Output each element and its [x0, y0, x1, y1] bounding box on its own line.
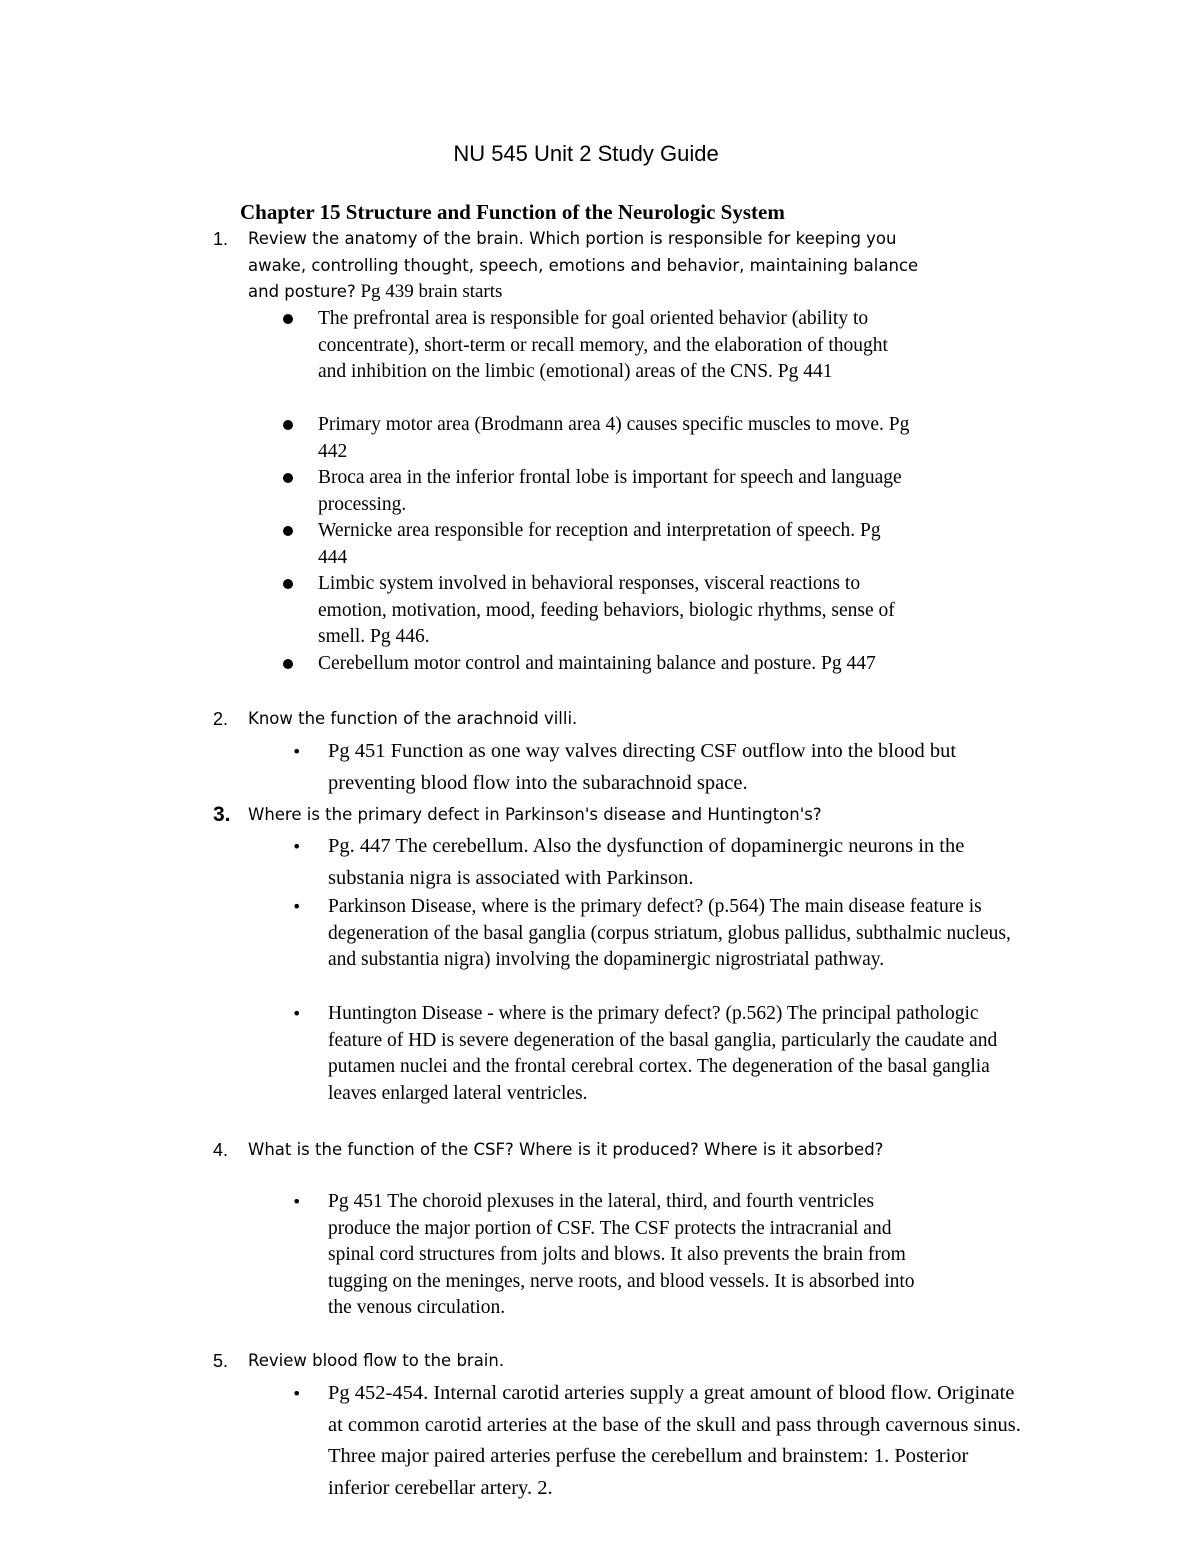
- bullet-icon: •: [292, 837, 302, 856]
- question-4: [213, 1137, 893, 1164]
- bullet-icon: [283, 526, 293, 536]
- list-item: The prefrontal area is responsible for goal oriented behavior (ability to concentrate), short-term or recall memory, and the elaboration of thought and inhibition on the limbic (emotional) areas of the CNS. Pg 441: [283, 306, 911, 386]
- list-item: Broca area in the inferior frontal lobe is important for speech and language processing.: [283, 465, 911, 518]
- page-reference: Pg 439 brain starts: [355, 281, 503, 302]
- bullet-icon: •: [292, 1192, 302, 1211]
- bullet-icon: [283, 314, 293, 324]
- question-5: [213, 1348, 973, 1375]
- bullet-icon: [283, 473, 293, 483]
- question-number: 4.: [213, 1140, 229, 1160]
- question-number: 2.: [213, 709, 229, 729]
- question-text: What is the function of the CSF? Where is it produced? Where is it absorbed?: [248, 1140, 884, 1159]
- question-number: 1.: [213, 229, 229, 249]
- question-2: [213, 706, 973, 733]
- bullet-icon: [283, 659, 293, 669]
- bullet-icon: [283, 579, 293, 589]
- list-item: Wernicke area responsible for reception and interpretation of speech. Pg 444: [283, 518, 911, 571]
- question-text: Review the anatomy of the brain. Which portion is responsible for keeping you awake, controlling thought, speech, emotions and behavior, maintaining balance and posture? Pg 439 brain starts: [248, 229, 924, 302]
- list-item: • Parkinson Disease, where is the primary defect? (p.564) The main disease feature is degeneration of the basal ganglia (corpus striatum, globus pallidus, subthalmic nucleus, and substantia nigra) involving the dopaminergic nigrostriatal pathway.: [292, 896, 1011, 970]
- question-text: Know the function of the arachnoid villi.: [248, 709, 578, 728]
- question-number: 3.: [213, 803, 231, 826]
- list-item: Cerebellum motor control and maintaining balance and posture. Pg 447: [283, 651, 911, 678]
- question-3: [213, 802, 973, 829]
- bullet-icon: •: [292, 1384, 302, 1403]
- question-number: 5.: [213, 1351, 229, 1371]
- list-item: Limbic system involved in behavioral responses, visceral reactions to emotion, motivation, mood, feeding behaviors, biologic rhythms, sense of smell. Pg 446.: [283, 571, 911, 651]
- question-text: Where is the primary defect in Parkinson's disease and Huntington's?: [248, 805, 822, 824]
- question-text: Review blood flow to the brain.: [248, 1351, 505, 1370]
- bullet-icon: •: [292, 1004, 302, 1023]
- list-item: Primary motor area (Brodmann area 4) causes specific muscles to move. Pg 442: [283, 412, 911, 465]
- bullet-icon: [283, 420, 293, 430]
- list-item: • Pg. 447 The cerebellum. Also the dysfunction of dopaminergic neurons in the substania nigra is associated with Parkinson.: [292, 831, 1037, 894]
- bullet-icon: •: [292, 742, 302, 761]
- list-item: • Pg 451 The choroid plexuses in the lateral, third, and fourth ventricles produce the major portion of CSF. The CSF protects the intracranial and spinal cord structures from jolts and blows. It also prevents the brain from tugging on the meninges, nerve roots, and blood vessels. It is absorbed into the venous circulation.: [292, 1191, 915, 1318]
- question-1: [213, 226, 953, 306]
- bullet-icon: •: [292, 897, 302, 916]
- list-item: • Pg 451 Function as one way valves directing CSF outflow into the blood but preventing blood flow into the subarachnoid space.: [292, 736, 1032, 799]
- chapter-heading: Chapter 15 Structure and Function of the Neurologic System: [240, 200, 785, 224]
- list-item: • Pg 452-454. Internal carotid arteries supply a great amount of blood flow. Originate at common carotid arteries at the base of the skull and pass through cavernous sinus. Three major paired arteries perfuse the cerebellum and brainstem: 1. Posterior inferior cerebellar artery. 2.: [292, 1378, 1032, 1504]
- list-item: • Huntington Disease - where is the primary defect? (p.562) The principal pathologic feature of HD is severe degeneration of the basal ganglia, particularly the caudate and putamen nuclei and the frontal cerebral cortex. The degeneration of the basal ganglia leaves enlarged lateral ventricles.: [292, 1003, 998, 1104]
- page-title: NU 545 Unit 2 Study Guide: [453, 141, 719, 166]
